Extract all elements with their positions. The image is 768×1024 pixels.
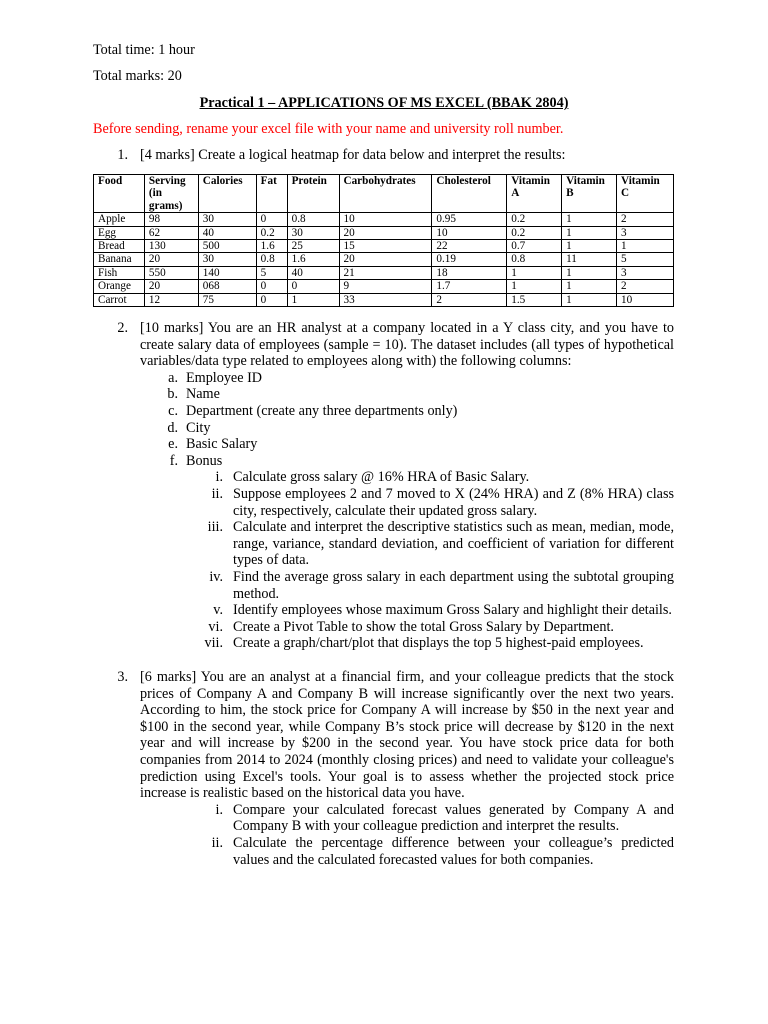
list-item-text: Identify employees whose maximum Gross Salary and highlight their details. (233, 602, 672, 619)
question-1 (93, 147, 674, 164)
list-item-text: Suppose employees 2 and 7 moved to X (24% HRA) and Z (8% HRA) class city, respectively, calculate their updated gross salary. (233, 485, 674, 519)
list-marker: f. (169, 452, 178, 469)
table-cell: 0.95 (432, 213, 507, 226)
list-item (215, 801, 674, 835)
table-header-cell: Protein (287, 175, 339, 213)
table-cell: 1.5 (507, 293, 562, 306)
table-cell: 1 (562, 293, 617, 306)
question-2-number: 2. (117, 320, 128, 336)
table-cell: 2 (432, 293, 507, 306)
table-cell: 068 (198, 280, 256, 293)
nutrition-table (93, 174, 674, 307)
table-cell: 1.6 (287, 253, 339, 266)
table-cell: 20 (339, 253, 432, 266)
table-cell: Bread (94, 240, 145, 253)
table-cell: 75 (198, 293, 256, 306)
list-item (207, 519, 674, 569)
table-cell: 140 (198, 266, 256, 279)
list-marker: iv. (209, 568, 223, 585)
table-cell: Carrot (94, 293, 145, 306)
table-cell: 3 (617, 226, 674, 239)
list-item-text: Calculate the percentage difference between your colleague’s predicted values and the calculated forecasted values for both companies. (233, 834, 674, 868)
list-item-text: City (186, 419, 211, 436)
table-header-cell: Vitamin C (617, 175, 674, 213)
table-cell: 9 (339, 280, 432, 293)
table-cell: 130 (144, 240, 198, 253)
table-cell: 18 (432, 266, 507, 279)
table-cell: 30 (198, 213, 256, 226)
table-cell: 30 (287, 226, 339, 239)
column-list (93, 370, 674, 470)
list-item-text: Department (create any three departments only) (186, 402, 458, 419)
table-cell: 10 (339, 213, 432, 226)
table-header-cell: Fat (256, 175, 287, 213)
question-3-number: 3. (117, 669, 128, 685)
list-item (215, 469, 674, 486)
list-item (208, 618, 674, 636)
table-cell: 98 (144, 213, 198, 226)
list-marker: ii. (211, 834, 223, 851)
table-header-cell: Carbohydrates (339, 175, 432, 213)
table-cell: 2 (617, 280, 674, 293)
table-row (94, 226, 674, 239)
table-cell: 12 (144, 293, 198, 306)
table-row (94, 293, 674, 306)
table-cell: 62 (144, 226, 198, 239)
table-cell: 25 (287, 240, 339, 253)
table-cell: 15 (339, 240, 432, 253)
list-item-text: Create a Pivot Table to show the total Gross Salary by Department. (233, 618, 614, 635)
table-row (94, 280, 674, 293)
list-item-text: Compare your calculated forecast values generated by Company A and Company B with your colleague prediction and interpret the results. (233, 801, 674, 835)
list-marker: vii. (204, 635, 223, 652)
table-header-cell: Cholesterol (432, 175, 507, 213)
table-cell: 1 (617, 240, 674, 253)
table-header-cell: Calories (198, 175, 256, 213)
table-row (94, 213, 674, 226)
table-cell: 0 (287, 280, 339, 293)
table-cell: 5 (617, 253, 674, 266)
table-cell: 40 (287, 266, 339, 279)
list-item-text: Basic Salary (186, 436, 258, 453)
table-cell: 1 (287, 293, 339, 306)
table-row (94, 266, 674, 279)
list-marker: i. (215, 469, 223, 486)
list-item (211, 485, 674, 519)
table-cell: 1 (562, 266, 617, 279)
question-1-number: 1. (117, 147, 128, 163)
table-cell: 500 (198, 240, 256, 253)
table-cell: 30 (198, 253, 256, 266)
list-item (168, 369, 674, 387)
table-cell: 1 (562, 213, 617, 226)
table-cell: 11 (562, 253, 617, 266)
table-cell: 1 (507, 280, 562, 293)
table-cell: 0.8 (287, 213, 339, 226)
table-row (94, 240, 674, 253)
table-cell: 0.2 (256, 226, 287, 239)
list-item (204, 635, 674, 652)
list-item (168, 436, 674, 453)
question-2 (93, 320, 674, 652)
table-cell: 1 (562, 226, 617, 239)
table-cell: Orange (94, 280, 145, 293)
question-2-text: [10 marks] You are an HR analyst at a company located in a Y class city, and you have to create salary data of employees (sample = 10). The dataset includes (all types of hypothetical variables/data type related to employees along with) the following columns: (140, 320, 674, 370)
list-item (167, 419, 674, 437)
list-item-text: Name (186, 386, 220, 403)
question-1-text: [4 marks] Create a logical heatmap for data below and interpret the results: (140, 147, 566, 163)
table-cell: 1 (562, 240, 617, 253)
table-cell: Egg (94, 226, 145, 239)
table-cell: 10 (432, 226, 507, 239)
list-item (167, 386, 674, 403)
table-header-cell: Serving (in grams) (144, 175, 198, 213)
table-cell: Banana (94, 253, 145, 266)
table-cell: 0.19 (432, 253, 507, 266)
table-cell: 0 (256, 293, 287, 306)
table-cell: 0.8 (256, 253, 287, 266)
table-cell: 21 (339, 266, 432, 279)
table-cell: 0.7 (507, 240, 562, 253)
list-marker: v. (213, 602, 223, 619)
list-item (213, 602, 674, 619)
list-item-text: Calculate and interpret the descriptive statistics such as mean, median, mode, range, variance, standard deviation, and coefficient of variation for different types of data. (233, 519, 674, 569)
table-cell: 40 (198, 226, 256, 239)
table-row (94, 253, 674, 266)
table-cell: 0 (256, 280, 287, 293)
list-item-text: Calculate gross salary @ 16% HRA of Basic Salary. (233, 469, 530, 486)
question-3 (93, 669, 674, 868)
table-header-cell: Vitamin A (507, 175, 562, 213)
table-cell: 1.6 (256, 240, 287, 253)
table-header-cell: Vitamin B (562, 175, 617, 213)
table-cell: 0 (256, 213, 287, 226)
list-marker: ii. (211, 485, 223, 502)
rename-warning: Before sending, rename your excel file with your name and university roll number. (93, 121, 564, 137)
hr-task-list (93, 469, 674, 652)
list-marker: iii. (207, 519, 223, 536)
list-marker: b. (167, 386, 178, 403)
table-cell: 20 (339, 226, 432, 239)
table-cell: 1 (507, 266, 562, 279)
list-item-text: Bonus (186, 452, 223, 469)
list-item-text: Find the average gross salary in each department using the subtotal grouping method. (233, 568, 674, 602)
table-cell: 20 (144, 253, 198, 266)
list-item (211, 834, 674, 868)
table-cell: Fish (94, 266, 145, 279)
list-marker: d. (167, 419, 178, 436)
total-marks: Total marks: 20 (93, 68, 182, 84)
list-marker: vi. (208, 618, 223, 635)
table-cell: 0.8 (507, 253, 562, 266)
list-marker: i. (215, 801, 223, 818)
table-cell: 22 (432, 240, 507, 253)
table-cell: 10 (617, 293, 674, 306)
list-marker: a. (168, 369, 178, 386)
list-item (169, 452, 674, 470)
table-cell: 2 (617, 213, 674, 226)
table-cell: 20 (144, 280, 198, 293)
table-cell: Apple (94, 213, 145, 226)
list-item-text: Employee ID (186, 369, 263, 386)
question-3-text: [6 marks] You are an analyst at a financial firm, and your colleague predicts that the stock prices of Company A and Company B will increase significantly over the next two years. According to him, the stock price for Company A will increase by $50 in the next year and $100 in the second year, while Company B’s stock price will decrease by $120 in the next year and will increase by $200 in the second year. You have stock price data for both companies from 2014 to 2024 (monthly closing prices) and need to validate your colleague's prediction using Excel's tools. Your goal is to assess whether the projected stock price increase is realistic based on the historical data you have. (140, 669, 674, 802)
list-item (168, 402, 674, 420)
finance-task-list (93, 802, 674, 868)
total-time: Total time: 1 hour (93, 42, 195, 58)
page-title: Practical 1 – APPLICATIONS OF MS EXCEL (BBAK 2804) (199, 95, 569, 111)
table-cell: 0.2 (507, 213, 562, 226)
list-marker: c. (168, 402, 178, 419)
list-marker: e. (168, 436, 178, 453)
table-cell: 0.2 (507, 226, 562, 239)
table-cell: 33 (339, 293, 432, 306)
list-item-text: Create a graph/chart/plot that displays the top 5 highest-paid employees. (233, 635, 644, 652)
table-header-cell: Food (94, 175, 145, 213)
table-header-row (94, 175, 674, 213)
list-item (209, 568, 674, 602)
table-cell: 1 (562, 280, 617, 293)
table-cell: 1.7 (432, 280, 507, 293)
table-cell: 3 (617, 266, 674, 279)
table-cell: 550 (144, 266, 198, 279)
table-cell: 5 (256, 266, 287, 279)
